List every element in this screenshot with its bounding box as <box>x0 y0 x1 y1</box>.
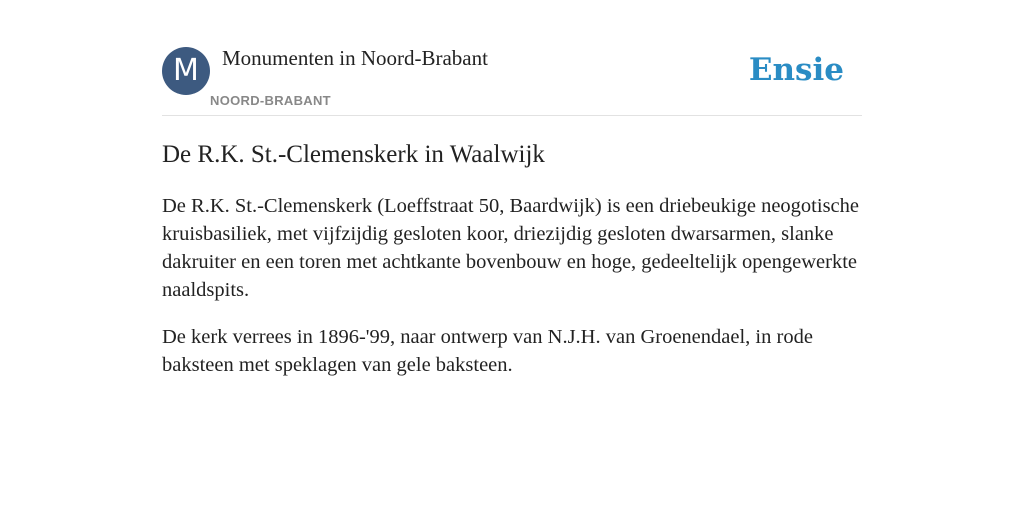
page-container <box>162 0 862 512</box>
article-paragraph: De R.K. St.-Clemenskerk (Loeffstraat 50, Baardwijk) is een driebeukige neogotische kruisbasiliek, met vijfzijdig gesloten koor, driezijdig gesloten dwarsarmen, slanke dakruiter en een toren met achtkante bovenbouw en hoge, gedeeltelijk opengewerkte naaldspits. <box>162 195 859 301</box>
article-title: De R.K. St.-Clemenskerk in Waalwijk <box>162 141 545 168</box>
avatar[interactable]: M <box>162 47 210 95</box>
header <box>162 0 862 116</box>
ensie-logo[interactable]: Ensie <box>748 52 844 88</box>
category-label[interactable]: NOORD-BRABANT <box>210 93 331 108</box>
article-paragraph: De kerk verrees in 1896-'99, naar ontwerp van N.J.H. van Groenendael, in rode baksteen met speklagen van gele baksteen. <box>162 326 813 376</box>
site-title-link[interactable]: Monumenten in Noord-Brabant <box>222 46 488 70</box>
